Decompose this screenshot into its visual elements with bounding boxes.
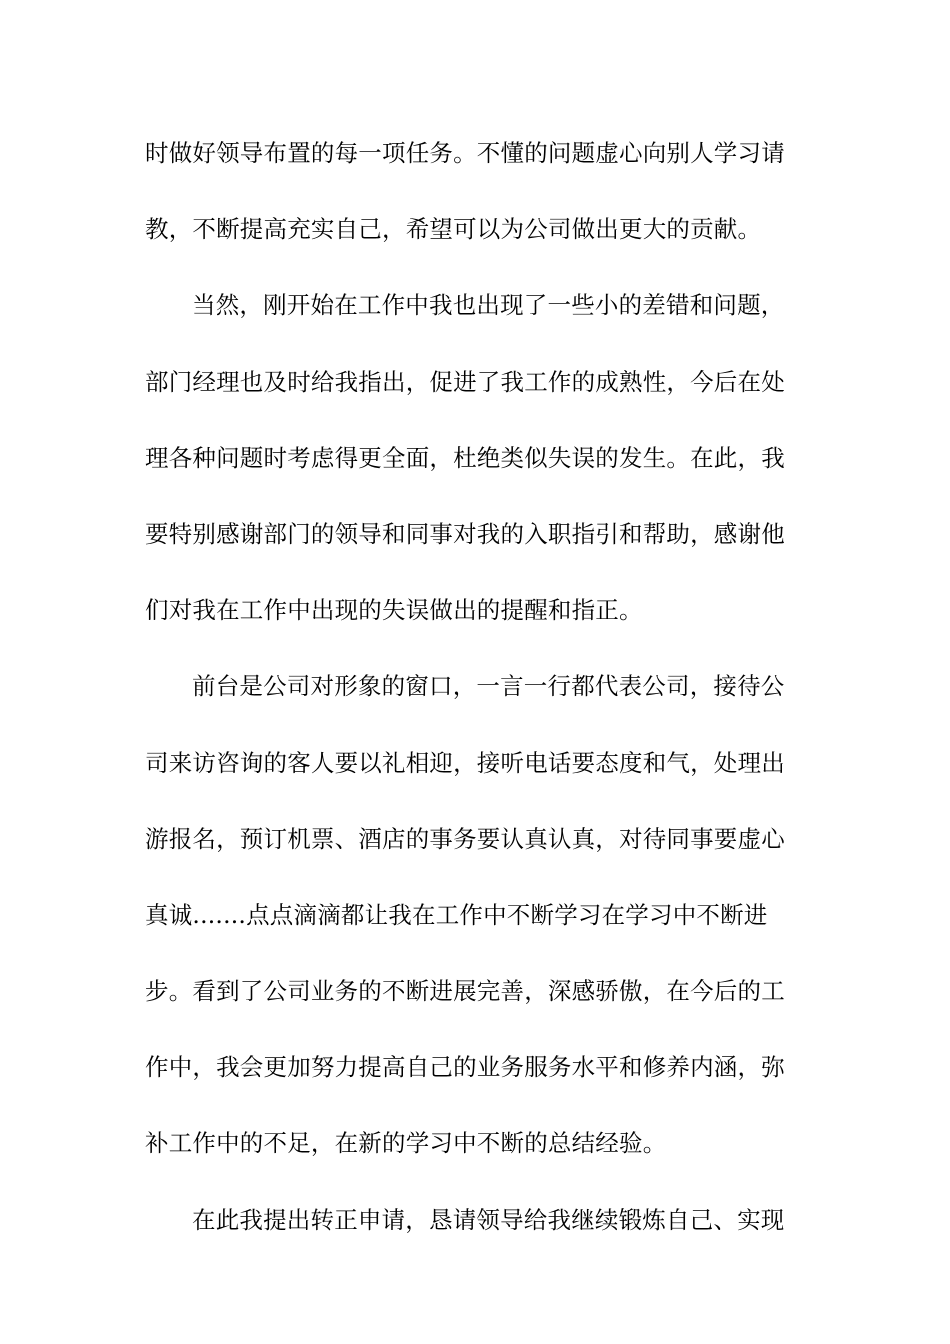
text-line: 补工作中的不足，在新的学习中不断的总结经验。	[145, 1129, 667, 1158]
text-line: 游报名，预订机票、酒店的事务要认真认真，对待同事要虚心	[145, 824, 785, 853]
text-line: 真诚.......点点滴滴都让我在工作中不断学习在学习中不断进	[145, 900, 768, 929]
text-line: 时做好领导布置的每一项任务。不懂的问题虚心向别人学习请	[145, 139, 785, 167]
text-line: 司来访咨询的客人要以礼相迎，接听电话要态度和气，处理出	[145, 748, 785, 777]
paragraph-first-line: 当然，刚开始在工作中我也出现了一些小的差错和问题，	[192, 291, 785, 320]
paragraph-first-line: 在此我提出转正申请，恳请领导给我继续锻炼自己、实现	[192, 1205, 785, 1234]
text-line: 理各种问题时考虑得更全面，杜绝类似失误的发生。在此，我	[145, 443, 785, 472]
text-line: 要特别感谢部门的领导和同事对我的入职指引和帮助，感谢他	[145, 519, 785, 548]
text-line: 作中，我会更加努力提高自己的业务服务水平和修养内涵，弥	[145, 1053, 785, 1082]
text-line: 教，不断提高充实自己，希望可以为公司做出更大的贡献。	[145, 215, 762, 244]
text-line: 部门经理也及时给我指出，促进了我工作的成熟性，今后在处	[145, 367, 785, 396]
paragraph-first-line: 前台是公司对形象的窗口，一言一行都代表公司，接待公	[192, 672, 785, 701]
body-text	[145, 130, 810, 1273]
text-line: 们对我在工作中出现的失误做出的提醒和指正。	[145, 596, 643, 625]
text-line: 步。看到了公司业务的不断进展完善，深感骄傲，在今后的工	[145, 977, 785, 1006]
